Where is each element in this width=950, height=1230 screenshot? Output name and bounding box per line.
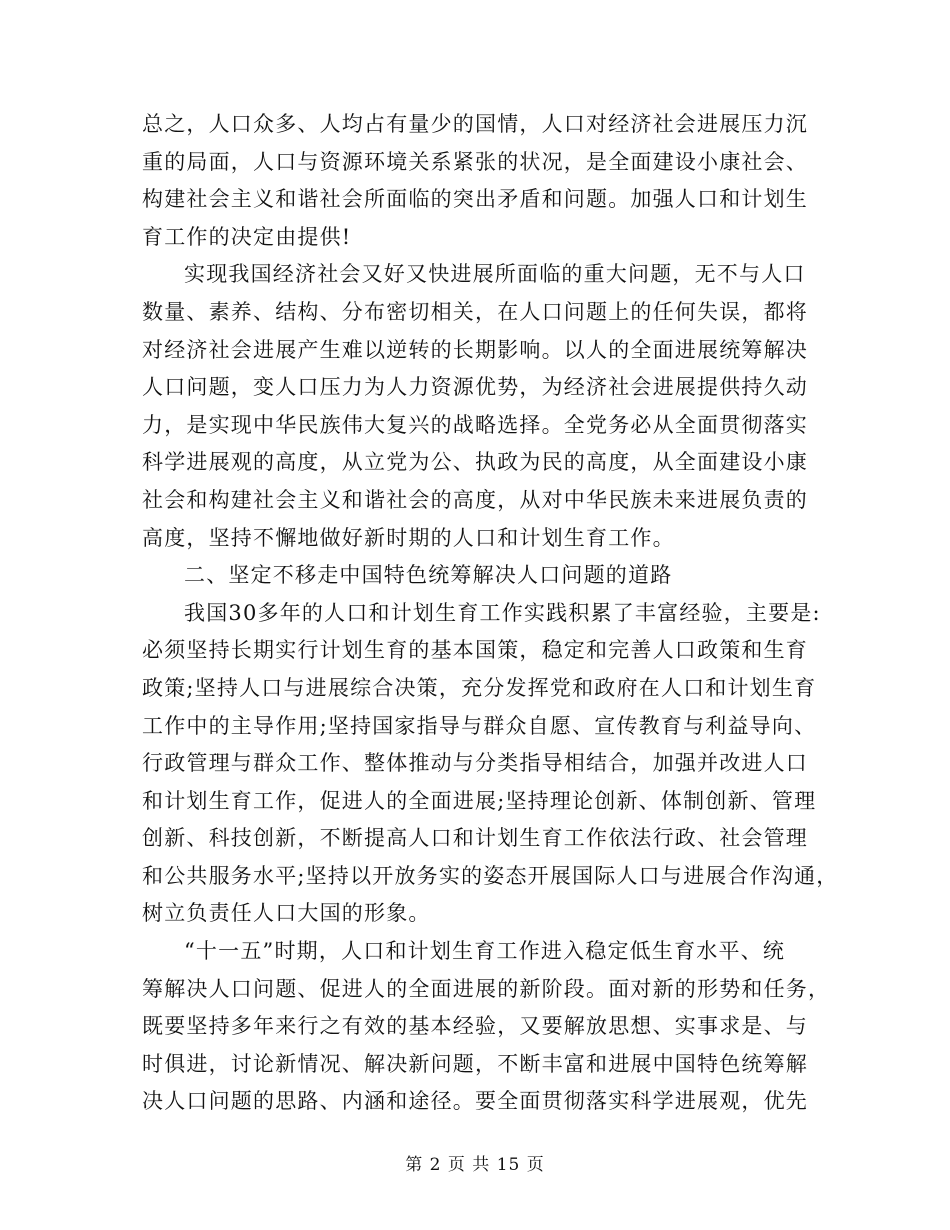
section-heading: 二、坚定不移走中国特色统筹解决人口问题的道路: [184, 563, 673, 588]
text-line: 决人口问题的思路、内涵和途径。要全面贯彻落实科学进展观，优先: [142, 1089, 808, 1114]
text-line: “十一五”时期，人口和计划生育工作进入稳定低生育水平、统: [184, 939, 786, 964]
document-body: [142, 106, 839, 1121]
text-line: 筹解决人口问题、促进人的全面进展的新阶段。面对新的形势和任务，: [142, 976, 831, 1001]
text-line: 既要坚持多年来行之有效的基本经验，又要解放思想、实事求是、与: [142, 1014, 808, 1039]
text-line: 社会和构建社会主义和谐社会的高度，从对中华民族未来进展负责的: [142, 487, 808, 512]
text-line: 行政管理与群众工作、整体推动与分类指导相结合，加强并改进人口: [142, 751, 808, 776]
text-line: 政策;坚持人口与进展综合决策，充分发挥党和政府在人口和计划生育: [142, 675, 817, 700]
text-line: 必须坚持长期实行计划生育的基本国策，稳定和完善人口政策和生育: [142, 638, 808, 663]
text-line: 我国30多年的人口和计划生育工作实践积累了丰富经验，主要是:: [184, 600, 821, 625]
text-line: 工作中的主导作用;坚持国家指导与群众自愿、宣传教育与利益导向、: [142, 713, 817, 738]
text-line: 人口问题，变人口压力为人力资源优势，为经济社会进展提供持久动: [142, 375, 808, 400]
text-line: 和公共服务水平;坚持以开放务实的姿态开展国际人口与进展合作沟通，: [142, 863, 839, 888]
text-line: 创新、科技创新，不断提高人口和计划生育工作依法行政、社会管理: [142, 826, 808, 851]
text-line: 构建社会主义和谐社会所面临的突出矛盾和问题。加强人口和计划生: [142, 187, 808, 212]
text-line: 实现我国经济社会又好又快进展所面临的重大问题，无不与人口: [184, 262, 806, 287]
text-line: 和计划生育工作，促进人的全面进展;坚持理论创新、体制创新、管理: [142, 788, 817, 813]
text-line: 总之，人口众多、人均占有量少的国情，人口对经济社会进展压力沉: [142, 112, 808, 136]
text-line: 高度，坚持不懈地做好新时期的人口和计划生育工作。: [142, 525, 675, 550]
text-line: 数量、素养、结构、分布密切相关，在人口问题上的任何失误，都将: [142, 299, 808, 324]
page-number-footer: 第 2 页 共 15 页: [405, 1155, 545, 1175]
text-line: 重的局面，人口与资源环境关系紧张的状况，是全面建设小康社会、: [142, 149, 808, 174]
text-line: 育工作的决定由提供!: [142, 224, 352, 249]
text-line: 科学进展观的高度，从立党为公、执政为民的高度，从全面建设小康: [142, 450, 808, 475]
text-line: 树立负责任人口大国的形象。: [142, 901, 431, 926]
text-line: 力，是实现中华民族伟大复兴的战略选择。全党务必从全面贯彻落实: [142, 412, 808, 437]
text-line: 时俱进，讨论新情况、解决新问题，不断丰富和进展中国特色统筹解: [142, 1051, 808, 1076]
text-line: 对经济社会进展产生难以逆转的长期影响。以人的全面进展统筹解决: [142, 337, 808, 362]
